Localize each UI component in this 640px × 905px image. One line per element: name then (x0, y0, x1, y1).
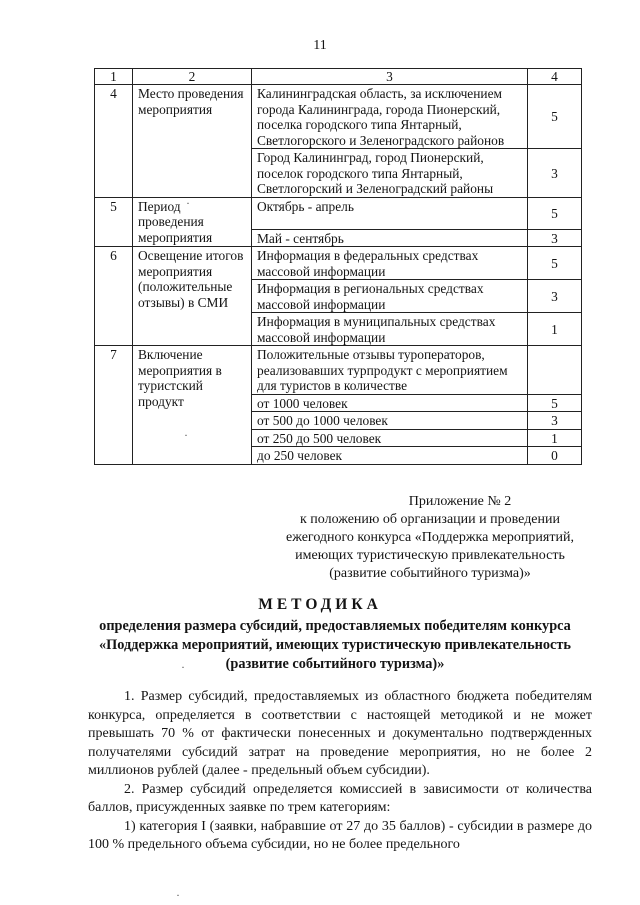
criterion-option: Информация в региональных средствах массовой информации (252, 280, 528, 313)
criterion-score: 5 (528, 197, 582, 229)
criterion-option: Город Калининград, город Пионерский, поселок городского типа Янтарный, Светлогорский и Зеленоградский районы (252, 149, 528, 198)
row-number: 5 (95, 197, 133, 247)
appendix-line: (развитие событийного туризма)» (329, 566, 531, 581)
table-row (95, 197, 582, 229)
criterion-option: от 250 до 500 человек (252, 429, 528, 447)
appendix-line: имеющих туристическую привлекательность (295, 548, 565, 563)
criterion-score: 0 (528, 447, 582, 465)
appendix-header (260, 493, 600, 583)
criterion-score: 3 (528, 229, 582, 247)
criterion-score: 5 (528, 85, 582, 149)
criterion-option: Октябрь - апрель (252, 197, 528, 229)
criterion-name: Включение мероприятия в туристский продукт (133, 346, 252, 465)
scan-speck: · (176, 888, 180, 902)
table-row (95, 85, 582, 149)
criterion-score: 5 (528, 394, 582, 412)
header-cell: 4 (528, 69, 582, 85)
method-subtitle-line: определения размера субсидий, предоставляемых победителям конкурса (99, 618, 571, 634)
criterion-score: 5 (528, 247, 582, 280)
paragraph: 2. Размер субсидий определяется комиссией в зависимости от количества баллов, присужденных заявке по трем категориям: (88, 781, 592, 815)
criterion-option: Положительные отзывы туроператоров, реализовавших турпродукт с мероприятием для туристов в количестве (252, 346, 528, 395)
row-number: 6 (95, 247, 133, 346)
criterion-option: Калининградская область, за исключением города Калининграда, города Пионерский, поселка городского типа Янтарный, Светлогорского и Зеленоградского районов (252, 85, 528, 149)
table-header-row (95, 69, 582, 85)
page-number: 11 (313, 38, 327, 53)
method-title: МЕТОДИКА (258, 596, 382, 613)
criterion-name: Место проведения мероприятия (133, 85, 252, 198)
method-subtitle (80, 617, 590, 674)
scan-speck: · (184, 428, 188, 442)
body-text (88, 688, 592, 855)
criterion-score (528, 346, 582, 395)
criterion-option: Информация в муниципальных средствах массовой информации (252, 313, 528, 346)
criterion-option: от 1000 человек (252, 394, 528, 412)
header-cell: 2 (133, 69, 252, 85)
table-row (95, 247, 582, 280)
paragraph: 1. Размер субсидий, предоставляемых из областного бюджета победителям конкурса, определяется в соответствии с настоящей методикой и не может превышать 70 % от фактически понесенных и документально подтвержденных получателями субсидий затрат на проведение мероприятия, но не более 2 миллионов рублей (далее - предельный объем субсидии). (88, 689, 592, 778)
row-number: 7 (95, 346, 133, 465)
appendix-line: к положению об организации и проведении (299, 512, 561, 527)
header-cell: 1 (95, 69, 133, 85)
criterion-score: 3 (528, 149, 582, 198)
criteria-table (94, 68, 582, 465)
paragraph: 1) категория I (заявки, набравшие от 27 до 35 баллов) - субсидии в размере до 100 % предельного объема субсидии, но не более предельного (88, 818, 592, 852)
appendix-title: Приложение № 2 (408, 494, 512, 509)
row-number: 4 (95, 85, 133, 198)
criterion-score: 3 (528, 412, 582, 430)
criterion-score: 3 (528, 280, 582, 313)
scan-speck: · (181, 660, 185, 674)
criterion-option: Информация в федеральных средствах массовой информации (252, 247, 528, 280)
method-subtitle-line: (развитие событийного туризма)» (225, 656, 445, 672)
appendix-line: ежегодного конкурса «Поддержка мероприятий, (286, 530, 574, 545)
method-subtitle-line: «Поддержка мероприятий, имеющих туристическую привлекательность (99, 637, 571, 653)
table-row (95, 346, 582, 395)
criterion-option: Май - сентябрь (252, 229, 528, 247)
criterion-name: Период проведения мероприятия (133, 197, 252, 247)
header-cell: 3 (252, 69, 528, 85)
criterion-name: Освещение итогов мероприятия (положительные отзывы) в СМИ (133, 247, 252, 346)
scan-speck: · (186, 196, 190, 210)
criterion-score: 1 (528, 313, 582, 346)
criterion-option: от 500 до 1000 человек (252, 412, 528, 430)
criterion-option: до 250 человек (252, 447, 528, 465)
criterion-score: 1 (528, 429, 582, 447)
